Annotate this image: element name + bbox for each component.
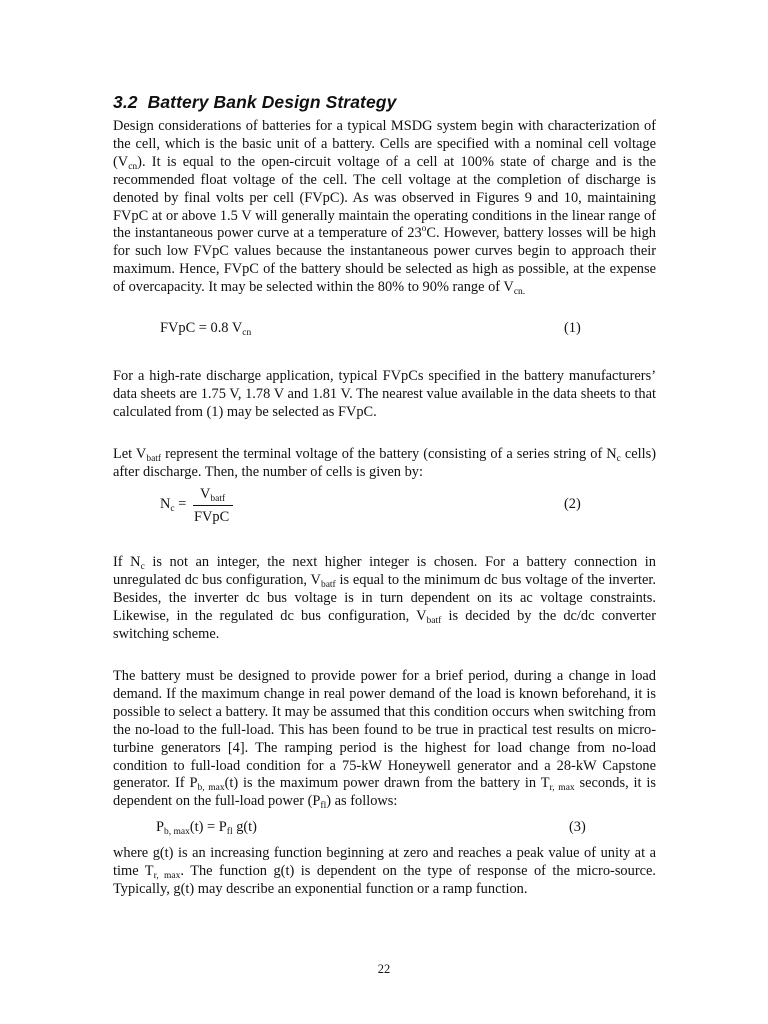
section-heading: [113, 92, 396, 113]
equation-2-lhs: $N_c$ =: [160, 496, 187, 514]
equation-1: FVpC = 0.8 $V_{cn}$: [160, 320, 252, 338]
equation-1-number: (1): [564, 320, 581, 336]
section-title: Battery Bank Design Strategy: [147, 92, 397, 112]
paragraph-g-function: where g(t) is an increasing function beginning at zero and reaches a peak value of unity at a time $T_{r, max}$. The function g(t) is dependent on the type of response of the micro-source. Typically, g(t) may describe an exponential function or a ramp function.: [113, 845, 656, 897]
paragraph-high-rate-discharge: For a high-rate discharge application, typical FVpCs specified in the battery manufacturers’ data sheets are 1.75 V, 1.78 V and 1.81 V. The nearest value available in the data sheets to that calculated from (1) may be selected as FVpC.: [113, 368, 656, 420]
equation-3: $P_{b, max}(t) = P_{fl}$ g(t): [156, 819, 257, 837]
page-number: 22: [377, 962, 391, 976]
paragraph-load-demand: The battery must be designed to provide power for a brief period, during a change in load demand. If the maximum change in real power demand of the load is known beforehand, it is possible to select a battery. It may be assumed that this condition occurs when switching from the no-load to the full-load. This has been found to be true in practical test results on micro-turbine generators [4]. The ramping period is the highest for load change from no-load condition to full-load condition for a 75-kW Honeywell generator and a 28-kW Capstone generator. If $P_{b, max}(t)$ is the maximum power drawn from the battery in $T_{r, max}$ seconds, it is dependent on the full-load power $(P_{fl})$ as follows:: [113, 668, 656, 812]
paragraph-integer-cells: If $N_c$ is not an integer, the next higher integer is chosen. For a battery connection in unregulated dc bus configuration, $V_{batf}$ is equal to the minimum dc bus voltage of the inverter. Besides, the inverter dc bus voltage is in turn dependent on its ac voltage constraints. Likewise, in the regulated dc bus configuration, $V_{batf}$ is decided by the dc/dc converter switching scheme.: [113, 554, 656, 642]
paragraph-terminal-voltage: Let $V_{batf}$ represent the terminal voltage of the battery (consisting of a series string of $N_c$ cells) after discharge. Then, the number of cells is given by:: [113, 446, 657, 480]
paragraph-cell-characterization: Design considerations of batteries for a typical MSDG system begin with characterization of the cell, which is the basic unit of a battery. Cells are specified with a nominal cell voltage $(V_{cn})$. It is equal to the open-circuit voltage of a cell at 100% state of charge and is the recommended float voltage of the cell. The cell voltage at the completion of discharge is denoted by final volts per cell (FVpC). As was observed in Figures 9 and 10, maintaining FVpC at or above 1.5 V will generally maintain the operating conditions in the linear range of the instantaneous power curve at a temperature of 23$^o$C. However, battery losses will be high for such low FVpC values because the instantaneous power curves begin to approach their maximum. Hence, FVpC of the battery should be selected as high as possible, at the expense of overcapacity. It may be selected within the 80% to 90% range of $V_{cn.}$: [113, 118, 656, 298]
equation-2-numerator: $V_{batf}$: [200, 486, 226, 504]
equation-3-number: (3): [569, 819, 586, 835]
equation-2-fraction-bar: [193, 505, 233, 506]
section-number: 3.2: [113, 92, 138, 112]
equation-2-denominator: FVpC: [194, 509, 230, 525]
equation-2-number: (2): [564, 496, 581, 512]
